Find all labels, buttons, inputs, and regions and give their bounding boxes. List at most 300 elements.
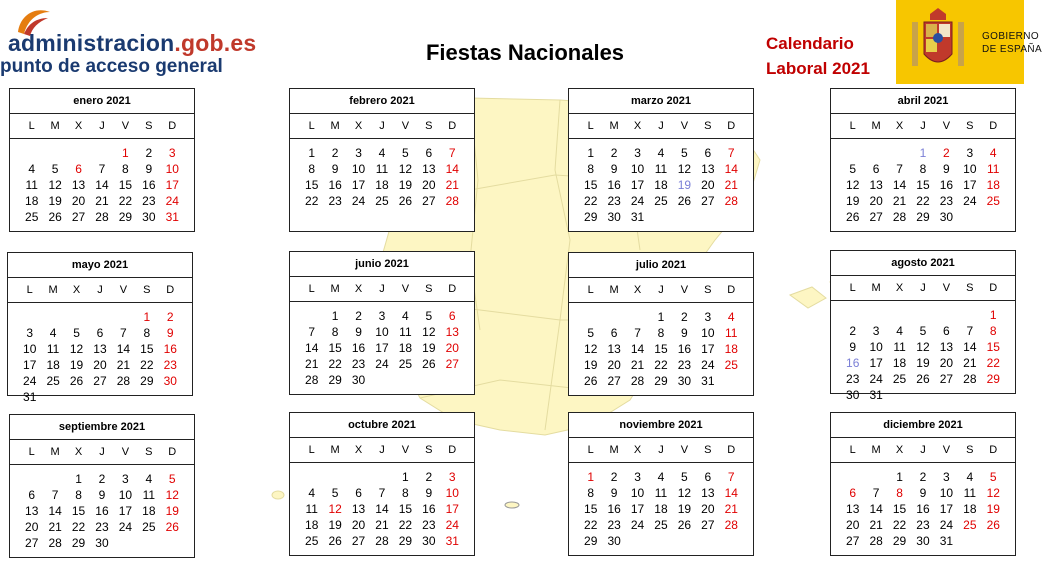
day-cell: 3 <box>966 146 974 160</box>
day-grid <box>569 139 753 225</box>
day-cell: 18 <box>963 502 977 516</box>
day-cell: 5 <box>587 326 595 340</box>
day-cell: 11 <box>963 486 977 500</box>
week-row <box>20 487 184 503</box>
day-cell: 20 <box>869 194 883 208</box>
day-cell: 9 <box>166 326 174 340</box>
day-cell: 25 <box>986 194 1000 208</box>
day-cell: 28 <box>445 194 459 208</box>
weekday-label: S <box>145 446 153 458</box>
day-cell <box>888 145 911 161</box>
day-cell <box>112 309 135 325</box>
day-cell: 24 <box>869 372 883 386</box>
day-cell: 22 <box>584 194 598 208</box>
administracion-logo[interactable] <box>0 0 260 82</box>
day-cell: 30 <box>95 536 109 550</box>
day-cell: 19 <box>422 341 436 355</box>
weekday-label: X <box>633 284 642 296</box>
month-title: septiembre 2021 <box>10 415 194 440</box>
week-row <box>579 485 743 501</box>
weekday-label: D <box>727 120 736 132</box>
week-row <box>300 469 464 485</box>
day-cell: 30 <box>351 373 366 387</box>
weekday-label: L <box>849 444 856 456</box>
day-cell: 2 <box>166 310 174 324</box>
weekday-label: M <box>48 284 58 296</box>
week-row <box>20 471 184 487</box>
day-cell: 27 <box>701 518 715 532</box>
day-cell: 7 <box>98 162 106 176</box>
weekday-label: X <box>74 446 83 458</box>
weekday-label: J <box>379 120 385 132</box>
day-cell: 4 <box>966 470 974 484</box>
day-cell: 3 <box>634 470 641 484</box>
gobierno-line-2: DE ESPAÑA <box>982 44 1042 55</box>
day-grid <box>8 303 192 405</box>
day-cell: 8 <box>919 162 927 176</box>
day-cell: 25 <box>142 520 156 534</box>
day-cell <box>65 389 88 405</box>
day-cell: 25 <box>398 357 413 371</box>
day-cell <box>864 307 887 323</box>
day-cell <box>18 309 41 325</box>
weekday-label: S <box>143 284 151 296</box>
weekday-label: L <box>587 120 594 132</box>
day-cell: 7 <box>896 162 903 176</box>
weekday-label: D <box>448 444 457 456</box>
week-row <box>841 371 1005 387</box>
week-row <box>579 325 743 341</box>
day-cell: 4 <box>989 146 997 160</box>
day-cell: 19 <box>48 194 62 208</box>
day-cell <box>720 209 743 225</box>
day-cell: 15 <box>986 340 1000 354</box>
week-row <box>579 533 743 549</box>
week-row <box>841 307 1005 323</box>
day-cell: 30 <box>607 534 621 548</box>
day-cell: 10 <box>23 342 37 356</box>
day-cell: 13 <box>701 162 715 176</box>
day-cell: 29 <box>328 373 342 387</box>
day-cell: 16 <box>351 341 366 355</box>
day-cell: 3 <box>704 310 712 324</box>
month-calendar <box>830 250 1016 402</box>
week-row <box>841 209 1005 225</box>
day-cell: 12 <box>916 340 930 354</box>
week-row <box>841 533 1005 549</box>
day-cell: 5 <box>331 486 339 500</box>
day-cell: 12 <box>986 486 1000 500</box>
day-cell: 14 <box>116 342 131 356</box>
day-cell: 25 <box>375 194 389 208</box>
day-cell: 19 <box>584 358 598 372</box>
calendar-label-line-2: Laboral 2021 <box>766 59 870 78</box>
day-cell: 7 <box>120 326 127 340</box>
weekday-label: S <box>704 284 712 296</box>
day-cell <box>626 533 649 549</box>
day-cell: 30 <box>677 374 692 388</box>
weekday-label: V <box>401 283 410 295</box>
week-row <box>300 177 464 193</box>
day-cell: 26 <box>677 518 692 532</box>
day-cell: 5 <box>849 162 857 176</box>
day-cell: 27 <box>351 534 366 548</box>
day-cell: 1 <box>896 470 903 484</box>
weekday-label: M <box>871 444 881 456</box>
day-cell: 10 <box>630 486 645 500</box>
day-cell: 21 <box>445 178 459 192</box>
month-title: junio 2021 <box>290 252 474 277</box>
month-title: mayo 2021 <box>8 253 192 278</box>
day-cell <box>626 309 649 325</box>
day-cell: 22 <box>584 518 598 532</box>
day-cell: 30 <box>163 374 177 388</box>
day-cell: 2 <box>425 470 433 484</box>
day-cell <box>88 389 111 405</box>
day-cell: 27 <box>93 374 107 388</box>
day-cell: 19 <box>165 504 179 518</box>
day-cell: 2 <box>681 310 688 324</box>
day-cell: 19 <box>398 178 413 192</box>
week-row <box>841 387 1005 403</box>
day-cell: 3 <box>872 324 880 338</box>
day-cell: 31 <box>445 534 459 548</box>
day-cell <box>602 309 625 325</box>
day-cell: 26 <box>846 210 860 224</box>
day-cell <box>370 469 393 485</box>
day-cell: 26 <box>584 374 598 388</box>
day-cell: 16 <box>607 178 621 192</box>
day-cell: 14 <box>48 504 62 518</box>
day-cell: 5 <box>73 326 80 340</box>
day-cell <box>720 373 743 389</box>
day-cell: 9 <box>943 162 950 176</box>
day-cell <box>958 533 981 549</box>
day-grid <box>10 139 194 225</box>
day-cell: 21 <box>116 358 131 372</box>
day-cell: 25 <box>892 372 907 386</box>
weekday-label: D <box>168 446 177 458</box>
day-cell: 23 <box>163 358 177 372</box>
day-cell: 17 <box>630 178 645 192</box>
day-cell: 5 <box>168 472 176 486</box>
day-cell: 17 <box>23 358 37 372</box>
day-grid <box>831 463 1015 549</box>
day-cell: 30 <box>142 210 156 224</box>
day-cell: 10 <box>963 162 977 176</box>
day-cell: 17 <box>630 502 645 516</box>
weekday-label: L <box>308 444 315 456</box>
day-cell: 30 <box>422 534 436 548</box>
day-cell <box>649 533 672 549</box>
day-cell <box>841 307 864 323</box>
day-cell: 2 <box>943 146 950 160</box>
day-cell: 12 <box>846 178 860 192</box>
weekday-label: X <box>74 120 83 132</box>
day-cell: 21 <box>724 178 738 192</box>
week-row <box>300 517 464 533</box>
day-cell: 24 <box>23 374 37 388</box>
day-cell: 5 <box>989 470 997 484</box>
day-cell: 29 <box>916 210 930 224</box>
day-cell <box>112 389 135 405</box>
day-cell: 25 <box>963 518 977 532</box>
weekday-label: V <box>942 120 951 132</box>
day-cell: 25 <box>46 374 60 388</box>
day-cell: 16 <box>422 502 436 516</box>
day-cell: 3 <box>378 309 386 323</box>
day-cell: 11 <box>893 340 906 354</box>
day-cell <box>20 471 43 487</box>
day-cell <box>137 535 160 551</box>
weekday-label: S <box>425 283 433 295</box>
day-cell: 2 <box>610 470 618 484</box>
day-cell <box>888 307 911 323</box>
day-cell: 26 <box>165 520 179 534</box>
weekday-header <box>290 114 474 139</box>
day-cell: 1 <box>143 310 151 324</box>
day-cell: 24 <box>963 194 977 208</box>
calendar-label <box>766 31 870 81</box>
weekday-label: L <box>308 283 315 295</box>
day-cell: 12 <box>398 162 413 176</box>
weekday-label: J <box>658 284 664 296</box>
day-cell <box>20 145 43 161</box>
day-cell: 1 <box>308 146 316 160</box>
day-cell: 10 <box>869 340 883 354</box>
day-cell: 11 <box>305 502 318 516</box>
day-cell: 28 <box>116 374 131 388</box>
weekday-label: X <box>633 444 642 456</box>
day-cell: 17 <box>445 502 459 516</box>
day-cell: 3 <box>448 470 456 484</box>
week-row <box>579 177 743 193</box>
day-cell: 9 <box>425 486 433 500</box>
day-cell <box>982 387 1005 403</box>
week-row <box>20 535 184 551</box>
day-cell: 29 <box>398 534 413 548</box>
day-cell: 12 <box>677 162 692 176</box>
day-cell: 6 <box>610 326 618 340</box>
day-cell: 15 <box>584 178 598 192</box>
day-cell: 22 <box>986 356 1000 370</box>
day-cell: 4 <box>727 310 735 324</box>
day-cell: 11 <box>987 162 1000 176</box>
day-cell: 17 <box>165 178 179 192</box>
day-cell: 16 <box>607 502 621 516</box>
weekday-label: X <box>633 120 642 132</box>
day-cell <box>864 469 887 485</box>
day-cell <box>347 469 370 485</box>
weekday-label: X <box>72 284 81 296</box>
day-cell: 20 <box>846 518 860 532</box>
day-cell: 7 <box>308 325 316 339</box>
day-cell: 16 <box>939 178 954 192</box>
day-cell: 27 <box>607 374 621 388</box>
day-cell: 10 <box>118 488 133 502</box>
day-cell: 6 <box>28 488 36 502</box>
day-cell: 20 <box>351 518 366 532</box>
weekday-label: L <box>28 446 35 458</box>
week-row <box>841 145 1005 161</box>
day-cell: 8 <box>308 162 316 176</box>
week-row <box>579 341 743 357</box>
day-cell: 15 <box>398 502 413 516</box>
day-cell: 15 <box>916 178 930 192</box>
day-cell: 1 <box>587 470 595 484</box>
week-row <box>300 356 464 372</box>
day-cell <box>43 471 66 487</box>
week-row <box>579 517 743 533</box>
day-cell: 29 <box>986 372 1000 386</box>
gobierno-line-1: GOBIERNO <box>982 31 1040 42</box>
day-cell: 8 <box>75 488 82 502</box>
coat-of-arms-icon <box>908 8 968 76</box>
weekday-label: L <box>308 120 315 132</box>
day-cell: 13 <box>846 502 860 516</box>
day-cell: 4 <box>402 309 409 323</box>
day-cell: 6 <box>704 470 712 484</box>
day-cell <box>958 387 981 403</box>
day-cell: 21 <box>892 194 907 208</box>
day-cell: 18 <box>305 518 319 532</box>
day-cell: 2 <box>849 324 857 338</box>
month-calendar <box>568 252 754 396</box>
day-cell: 6 <box>872 162 880 176</box>
day-cell: 18 <box>892 356 907 370</box>
day-cell: 16 <box>95 504 109 518</box>
logo-text <box>8 30 256 57</box>
day-cell: 12 <box>165 488 179 502</box>
day-cell: 19 <box>846 194 860 208</box>
day-cell: 28 <box>375 534 389 548</box>
week-row <box>300 308 464 324</box>
week-row <box>20 503 184 519</box>
day-cell: 21 <box>630 358 645 372</box>
day-cell: 20 <box>445 341 459 355</box>
week-row <box>18 389 182 405</box>
month-calendar <box>289 412 475 556</box>
day-cell: 9 <box>355 325 362 339</box>
day-cell: 18 <box>986 178 1000 192</box>
weekday-label: L <box>28 120 35 132</box>
day-cell: 1 <box>989 308 997 322</box>
day-cell: 23 <box>142 194 156 208</box>
day-cell: 5 <box>681 146 688 160</box>
calendar-label-line-1: Calendario <box>766 34 854 53</box>
day-cell: 28 <box>892 210 907 224</box>
day-cell: 21 <box>375 518 389 532</box>
day-cell: 3 <box>634 146 641 160</box>
day-cell: 26 <box>398 194 413 208</box>
day-cell: 8 <box>587 486 595 500</box>
day-cell: 24 <box>701 358 715 372</box>
day-cell: 17 <box>375 341 389 355</box>
day-cell: 5 <box>51 162 59 176</box>
week-row <box>20 193 184 209</box>
gobierno-logo[interactable] <box>896 0 1042 84</box>
weekday-label: D <box>168 120 177 132</box>
week-row <box>300 485 464 501</box>
day-cell: 14 <box>892 178 907 192</box>
day-cell: 26 <box>422 357 436 371</box>
canary-island-4 <box>272 491 284 499</box>
weekday-label: J <box>658 444 664 456</box>
week-row <box>841 193 1005 209</box>
day-cell: 7 <box>634 326 641 340</box>
day-cell: 19 <box>677 178 692 192</box>
weekday-label: M <box>50 120 60 132</box>
day-cell: 24 <box>165 194 179 208</box>
day-cell <box>841 145 864 161</box>
day-cell: 31 <box>165 210 179 224</box>
day-cell: 10 <box>375 325 389 339</box>
day-cell: 28 <box>724 194 738 208</box>
month-title: julio 2021 <box>569 253 753 278</box>
week-row <box>20 209 184 225</box>
day-cell <box>88 309 111 325</box>
day-cell: 7 <box>727 470 735 484</box>
day-cell: 14 <box>445 162 459 176</box>
day-cell: 8 <box>143 326 151 340</box>
weekday-label: L <box>587 284 594 296</box>
day-cell: 22 <box>398 518 413 532</box>
day-grid <box>831 139 1015 225</box>
weekday-label: V <box>942 282 951 294</box>
day-cell: 12 <box>328 502 342 516</box>
day-cell: 18 <box>375 178 389 192</box>
day-cell: 9 <box>610 486 618 500</box>
gobierno-text <box>982 30 1042 56</box>
day-cell <box>300 469 323 485</box>
day-cell <box>43 145 66 161</box>
day-cell <box>911 387 934 403</box>
day-cell <box>935 387 958 403</box>
month-title: febrero 2021 <box>290 89 474 114</box>
weekday-header <box>831 438 1015 463</box>
day-cell <box>935 307 958 323</box>
week-row <box>20 145 184 161</box>
week-row <box>579 357 743 373</box>
day-cell: 13 <box>93 342 107 356</box>
day-cell: 22 <box>140 358 154 372</box>
day-cell: 1 <box>919 146 927 160</box>
day-cell: 28 <box>724 518 738 532</box>
day-cell: 9 <box>145 162 153 176</box>
weekday-label: L <box>849 282 856 294</box>
day-cell: 13 <box>422 162 436 176</box>
month-calendar <box>9 88 195 232</box>
day-cell: 28 <box>95 210 109 224</box>
day-cell: 1 <box>587 146 595 160</box>
day-cell: 14 <box>95 178 109 192</box>
day-cell: 18 <box>25 194 39 208</box>
day-cell: 26 <box>48 210 62 224</box>
week-row <box>579 501 743 517</box>
day-cell <box>673 209 696 225</box>
day-cell: 6 <box>96 326 104 340</box>
day-cell: 2 <box>355 309 362 323</box>
day-cell: 20 <box>607 358 621 372</box>
day-cell: 5 <box>919 324 927 338</box>
day-grid <box>290 139 474 209</box>
month-title: agosto 2021 <box>831 251 1015 276</box>
week-row <box>300 501 464 517</box>
day-cell: 9 <box>98 488 106 502</box>
day-cell: 6 <box>943 324 950 338</box>
day-cell: 16 <box>328 178 342 192</box>
day-cell: 13 <box>445 325 459 339</box>
